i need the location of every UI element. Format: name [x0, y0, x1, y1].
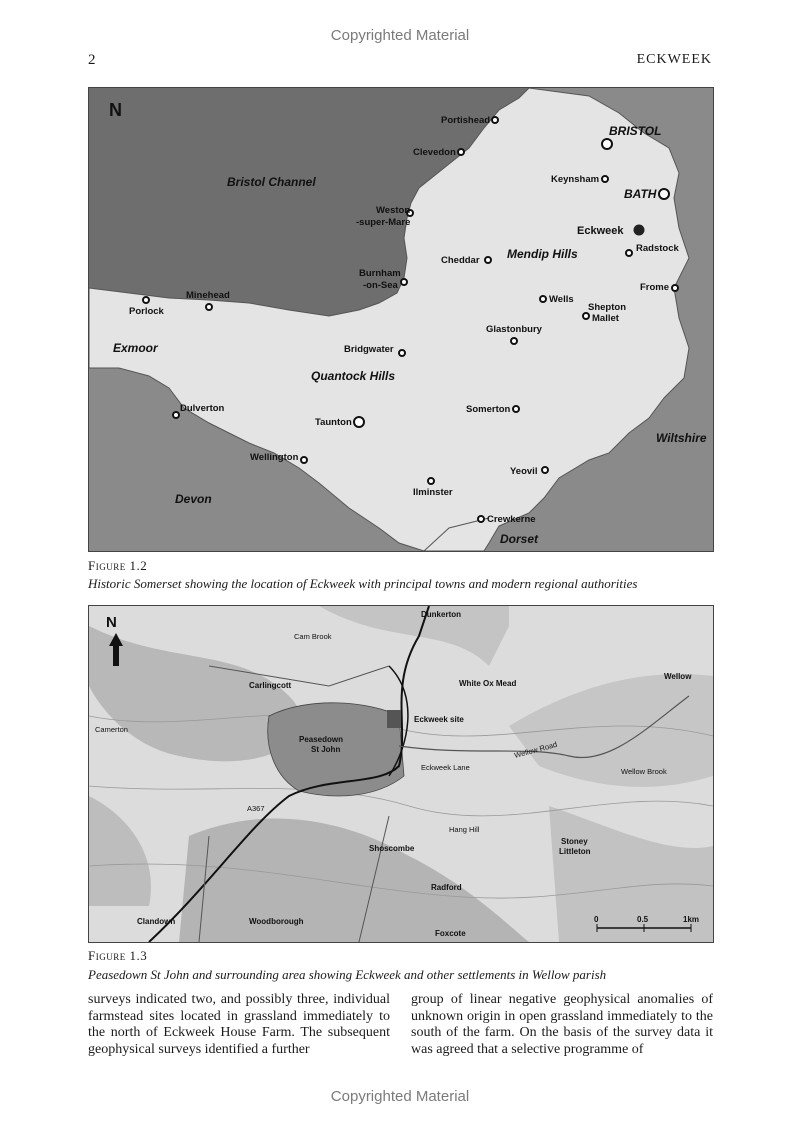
place-label: Foxcote — [435, 929, 466, 938]
watermark-top: Copyrighted Material — [330, 27, 470, 44]
place-label: Cam Brook — [294, 632, 332, 641]
svg-text:Frome: Frome — [640, 282, 670, 293]
place-label: Hang Hill — [449, 825, 480, 834]
watermark-bottom: Copyrighted Material — [330, 1088, 470, 1105]
place-label: Dunkerton — [421, 610, 461, 619]
north-label: N — [106, 614, 117, 631]
svg-text:-super-Mare: -super-Mare — [356, 217, 411, 228]
svg-text:Weston: Weston — [376, 205, 411, 216]
town-marker — [441, 115, 498, 126]
region-label: Bristol Channel — [227, 175, 316, 189]
place-label: Clandown — [137, 917, 176, 926]
place-label: Wellow Brook — [621, 767, 667, 776]
region-label: Quantock Hills — [311, 369, 396, 383]
place-label: Eckweek site — [414, 715, 464, 724]
svg-text:Ilminster: Ilminster — [413, 487, 453, 498]
region-label: Devon — [175, 492, 212, 506]
svg-text:Porlock: Porlock — [129, 306, 164, 317]
north-label: N — [109, 100, 122, 120]
place-label: Woodborough — [249, 917, 304, 926]
svg-text:Wellington: Wellington — [250, 452, 299, 463]
svg-text:0.5: 0.5 — [637, 915, 649, 924]
region-label: Wiltshire — [656, 431, 707, 445]
body-text-left: surveys indicated two, and possibly three, individual farmstead sites located in grassland immediately to the north of Eckweek House Farm. The subsequent geophysical surveys identified a further — [88, 992, 390, 1057]
somerset-map — [88, 87, 714, 552]
svg-text:Somerton: Somerton — [466, 404, 511, 415]
svg-text:Crewkerne: Crewkerne — [487, 514, 536, 525]
svg-text:Bridgwater: Bridgwater — [344, 344, 394, 355]
place-label: Eckweek Lane — [421, 763, 470, 772]
place-label: Shoscombe — [369, 844, 415, 853]
svg-text:Yeovil: Yeovil — [510, 466, 538, 477]
svg-text:Clevedon: Clevedon — [413, 147, 456, 158]
svg-text:Cheddar: Cheddar — [441, 255, 480, 266]
svg-text:Glastonbury: Glastonbury — [486, 324, 542, 335]
place-label: Stoney — [561, 837, 588, 846]
figure-1-2-caption: Historic Somerset showing the location of Eckweek with principal towns and modern regional authorities — [88, 576, 638, 591]
figure-1-3-label: Figure 1.3 — [88, 948, 148, 963]
page-number: 2 — [88, 52, 96, 68]
svg-text:Wells: Wells — [549, 294, 574, 305]
town-marker — [659, 189, 669, 199]
svg-text:Eckweek: Eckweek — [577, 225, 624, 237]
svg-text:Minehead: Minehead — [186, 290, 230, 301]
svg-text:Mallet: Mallet — [592, 313, 619, 324]
region-label: Dorset — [500, 532, 539, 546]
svg-text:1km: 1km — [683, 915, 700, 924]
region-label: BATH — [624, 187, 657, 201]
region-label: Exmoor — [113, 341, 158, 355]
place-label: A367 — [247, 804, 265, 813]
place-label: Peasedown — [299, 735, 344, 744]
figure-1-3-caption: Peasedown St John and surrounding area showing Eckweek and other settlements in Wellow parish — [88, 967, 607, 982]
region-label: BRISTOL — [609, 124, 662, 138]
place-label: Camerton — [95, 725, 128, 734]
town-marker — [602, 139, 612, 149]
peasedown-map — [88, 605, 714, 943]
figure-1-2-label: Figure 1.2 — [88, 558, 148, 573]
svg-text:Taunton: Taunton — [315, 417, 352, 428]
place-label: Wellow Road — [513, 739, 559, 760]
svg-text:0: 0 — [594, 915, 599, 924]
svg-text:Portishead: Portishead — [441, 115, 491, 126]
svg-text:Dulverton: Dulverton — [180, 403, 225, 414]
running-head: ECKWEEK — [636, 52, 712, 67]
body-text-right: group of linear negative geophysical anomalies of unknown origin in open grassland immediately to the south of the farm. On the basis of the survey data it was agreed that a selective programme of — [411, 992, 713, 1057]
svg-text:-on-Sea: -on-Sea — [363, 280, 398, 291]
svg-text:Radstock: Radstock — [636, 243, 679, 254]
place-label: Radford — [431, 883, 462, 892]
place-label: St John — [311, 745, 341, 754]
place-label: Carlingcott — [249, 681, 292, 690]
place-label: White Ox Mead — [459, 679, 517, 688]
region-label: Mendip Hills — [507, 247, 578, 261]
place-label: Wellow — [664, 672, 692, 681]
town-marker — [315, 417, 364, 428]
svg-text:Burnham: Burnham — [359, 268, 401, 279]
svg-text:Keynsham: Keynsham — [551, 174, 600, 185]
place-label: Littleton — [559, 847, 591, 856]
svg-text:Shepton: Shepton — [588, 302, 626, 313]
town-marker — [478, 514, 536, 525]
